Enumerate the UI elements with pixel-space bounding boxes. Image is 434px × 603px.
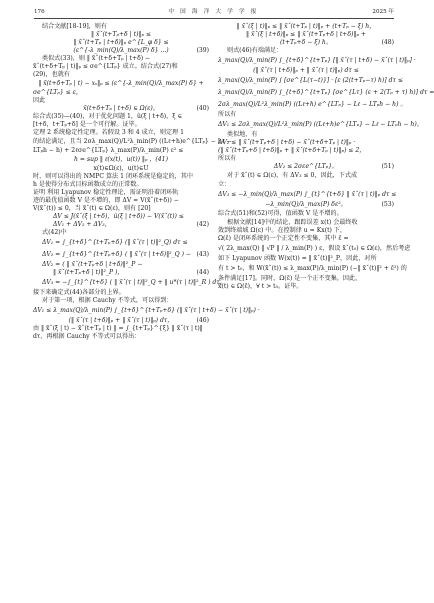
equation-number: (39) (193, 47, 209, 55)
equation-text: ΔV₂ = ( ‖ x̃ˇ(t+Tₚ+δ | t+δ)‖²_P − (42, 261, 143, 268)
equation-number: (46) (193, 317, 209, 325)
equation-text: ΔV₁ = ∫_{t+δ}^{t+Tₚ+δ} (‖ x̃ˇ(τ | t)‖²_Q) dτ ≤ (42, 239, 188, 246)
text-line (33, 97, 209, 105)
paragraph-text: 所以有 (218, 111, 237, 118)
text-line (218, 47, 394, 55)
text-line (218, 209, 394, 219)
equation-text: (‖ x̃ˇ(τ | t+δ)‖ₚ + ‖ x̃ˇ(τ | t)‖ₚ) dτ， (68, 317, 174, 324)
equation-text: ΔV₁ ≤ λ_max(Q)/λ_min(P) ∫_{t+δ}^{t+Tₚ+δ} (‖ x̃ˇ(τ | t+δ) − x̃ˇ(τ | t)‖ₚ) · (33, 307, 260, 314)
equation-text: ΔV₃ = −∫_{t}^{t+δ} ( ‖ x̃ˇ(τ | t)‖²_Q + ‖ u*(τ | t)‖²_R ) dτ。 (42, 279, 226, 286)
equation-text: λ_max(Q)/λ_min(P) ∫_{t+δ}^{t+Tₚ} [‖ x̃ˇ(τ | t+δ) − x̃ˇ(τ | t)‖ₚ] · (218, 57, 416, 64)
text-line (33, 333, 209, 341)
paragraph-text: LTₚh − h) + 2ℓσe^{LTₚ} λ_max(P)/λ_min(P) ε² ≤ (33, 147, 184, 154)
header-rule (34, 18, 394, 19)
page-number: 176 (34, 9, 45, 15)
equation-line (33, 269, 209, 277)
equation-line (218, 55, 416, 67)
equation-line (33, 39, 209, 47)
equation-line (33, 261, 209, 269)
text-line (33, 289, 209, 297)
equation-text: ΔV₁ + ΔV₂ + ΔV₃， (53, 221, 111, 228)
equation-number: (43) (193, 249, 209, 261)
paragraph-text: 对于第一项，根据 Cauchy 不等式，可以得到： (42, 297, 173, 304)
paragraph-text: dτ，再根据 Cauchy 不等式可以得出： (33, 333, 141, 340)
text-line (218, 155, 394, 163)
equation-line (218, 39, 394, 47)
text-line (33, 63, 209, 71)
paragraph-text: 由 ‖ x̃ˇ(ξ | t) − x̃ˇ(t+Tₚ | t) ‖ = ∫_{t+Tₚ}^{ξ} ‖ x̃ˇ(τ | t)‖ (33, 325, 203, 332)
paragraph-text: 根据文献[14]中的结论，跟踪误差 x(t) 会最终收 (227, 219, 358, 226)
equation-line (218, 99, 407, 111)
journal-title: 中 国 海 洋 大 学 学 报 (168, 9, 259, 15)
equation-line (33, 237, 209, 249)
text-line (218, 171, 394, 181)
equation-text: ΔV ≤ J(x̃ˇ(ξ | t+δ)，û(ξ | t+δ)) − V(x̃ˇ(t)) ≤ (53, 213, 184, 220)
equation-number: (42) (193, 221, 209, 229)
text-line (218, 111, 394, 119)
paragraph-text: 有 t > t₀，和 W(x̃ˇ(t)) ≤ λ_max(P)/λ_min(P) (−‖ x̃ˇ(t)‖² + ε̄²) 的 (218, 265, 407, 272)
paragraph-text: 的结论满足，且当 2σλ_max(Q)/L²λ_min(P) ((Lℓ+h)e^{LTₚ} − Lℓ − (33, 138, 232, 145)
equation-line (218, 201, 394, 209)
equation-number: (40) (193, 105, 209, 113)
text-line (218, 227, 394, 235)
equation-number: (51) (378, 163, 394, 171)
paragraph-text: x(t)∈Ω(ε)，u(t)∈U (93, 165, 149, 172)
text-line (33, 113, 209, 121)
paragraph-text: 条件满足[17]。同时，Ω(ε̄) 是一个正不变集，因此， (218, 275, 362, 282)
equation-text: ‖ x̃(t+δ+Tₚ | t) − xₛ‖ₚ ≤ (ε^{-λ_min(Q)/λ_max(P) δ} + (38, 80, 204, 87)
paragraph-text: 敛到终端域 Ω(ε) 中。在控制律 u = Kx(t) 下， (218, 227, 347, 234)
equation-line (33, 47, 209, 55)
equation-text: x̃(t+δ+Tₚ | t+δ) ∈ Ω(ε)。 (83, 105, 159, 112)
text-line (33, 181, 209, 189)
paragraph-text: [t+δ，t+Tₚ+δ] 是一个可行解。证毕。 (33, 121, 141, 128)
text-line (33, 165, 209, 173)
paragraph-text: Ω(ε̄) 是闭环系统的一个正定性不变集，其中 ε̄ = (218, 235, 349, 242)
paragraph-text: 结合文献[18-19]，则有 (42, 23, 107, 30)
equation-text: λ_max(Q)/λ_min(P) ∫ [σe^{L(τ−t)}] · [ε (2(t+Tₚ−τ) h)] dτ ≤ (218, 77, 403, 84)
equation-number: (53) (378, 201, 394, 209)
equation-line (33, 305, 260, 317)
text-line (33, 189, 209, 197)
paragraph-text: h 是使得分布式目标函数成立的正常数。 (33, 181, 143, 188)
text-line (218, 131, 394, 139)
equation-line (33, 213, 209, 221)
paragraph-text: V(x̃ˇ(t)) ≤ 0，当 x̃ˇ(t) ∈ Ω(ε)，则有 [20] (33, 205, 151, 212)
text-line (33, 121, 209, 129)
equation-number: (48) (378, 39, 394, 47)
equation-text: ‖ x̃ˇ(ξ | t+δ)‖ₚ ≤ ‖ x̃ˇ(t+Tₚ+δ | t+δ)‖ₚ + (246, 31, 366, 38)
equation-line (33, 221, 209, 229)
equation-line (33, 31, 209, 39)
running-header (0, 0, 427, 20)
paragraph-text: 类似式(33)，则 ‖ x̃ˇ(t+δ+Tₚ | t+δ) − (42, 55, 151, 62)
equation-line (33, 89, 209, 97)
paragraph-text: 对于 x̃ˇ(t) ∈ Ω(ε)，有 ΔV₃ ≤ 0，因此，下式成 (227, 172, 358, 179)
equation-text: ΔV₂ = ∫_{t+δ}^{t+Tₚ+δ} ( ‖ x̃ˇ(τ | t+δ)‖²_Q ) − (42, 251, 191, 258)
equation-line (218, 139, 394, 147)
equation-text: ΔV₃ ≤ −λ_min(Q)/λ_max(P) ∫_{t}^{t+δ} ‖ x̃ˇ(τ | t)‖ₚ dτ ≤ (218, 191, 397, 198)
publication-year: 2025 年 (372, 9, 394, 15)
equation-line (33, 79, 209, 89)
text-line (33, 71, 209, 79)
paragraph-text: x̃(t) ∈ Ω(ε̄)，∀ t > t₀。证毕。 (218, 283, 303, 290)
paragraph-text: x̃ˇ(t+δ+Tₚ | t)‖ₚ ≤ σe^{LTₚ} 成立。结合式(27)和 (33, 63, 178, 70)
equation-text: σe^{LTₚ} ≤ ε， (33, 89, 83, 96)
text-line (33, 147, 209, 155)
equation-text: ΔV₂ ≤ ‖ x̃ˇ(t+Tₚ+δ | t+δ) − x̃ˇ(t+δ+Tₚ | t)‖ₚ · (218, 139, 356, 146)
text-line (33, 205, 209, 213)
text-line (218, 235, 394, 243)
paragraph-text: 综合式(51)和(52)可得，值函数 V 是不增的。 (218, 210, 343, 217)
equation-text: ‖ x̃ˇ(t+Tₚ+δ | t)‖ₚ ≤ (91, 31, 151, 38)
paragraph-text: 因此 (33, 97, 46, 104)
equation-line (218, 189, 397, 201)
paragraph-text: 接下来确定式(44)各部分的上界。 (33, 289, 125, 296)
text-line (218, 275, 394, 283)
equation-text: (t+Tₚ+δ − ξ) h。 (280, 39, 332, 46)
equation-line (218, 31, 394, 39)
equation-line (218, 87, 434, 99)
equation-line (218, 23, 394, 31)
equation-text: (ε^{-λ_min(Q)/λ_max(P) δ} ...) (73, 47, 169, 54)
paragraph-text: 如下 Lyapunov 函数 W(x(t)) = ‖ x̃ˇ(t)‖²_P，因此，对所 (218, 255, 377, 262)
equation-line (218, 147, 394, 155)
paragraph-text: 式(42)中 (42, 229, 67, 236)
equation-text: −λ_min(Q)/λ_max(P) δε²。 (265, 201, 347, 208)
equation-text: ΔV₁ ≤ 2σλ_max(Q)/L²λ_min(P) ((Lℓ+h)e^{LTₚ} − Lℓ − LTₚh − h)。 (218, 121, 423, 128)
text-line (33, 297, 209, 305)
equation-line (218, 119, 423, 131)
text-line (218, 181, 394, 189)
equation-text: λ_max(Q)/λ_min(P) ∫_{t+δ}^{t+Tₚ} [σe^{Lτ} (ε + 2(Tₚ + τ) h)] dτ = (218, 89, 434, 96)
text-line (218, 243, 411, 255)
paragraph-text: √( 2λ_max(Q) ‖ √P ‖ / λ_min(P) ) ε，假设 x̃ˇ(t₀) ∈ Ω(ε)，然后考虑 (218, 245, 411, 252)
right-column (218, 23, 434, 597)
equation-text: h = sup ‖ ℓ(x(t)，u(t)) ‖ₚ ，(41) (74, 156, 168, 163)
text-line (218, 219, 394, 227)
text-line (218, 283, 394, 291)
text-line (33, 173, 209, 181)
text-line (33, 197, 209, 205)
equation-line (218, 75, 403, 87)
text-line (33, 129, 209, 137)
equation-line (218, 67, 394, 75)
text-line (33, 55, 209, 63)
paragraph-text: 立： (218, 181, 231, 188)
equation-line (33, 317, 209, 325)
equation-line (218, 163, 394, 171)
text-line (218, 263, 407, 275)
equation-text: 2σλ_max(Q)/L²λ_min(P) ((Lℓ+h) e^{LTₚ} − Lℓ − LTₚh − h) 。 (218, 101, 407, 108)
equation-line (33, 105, 209, 113)
paragraph-text: 类似地，有 (227, 131, 258, 138)
equation-line (33, 155, 209, 165)
equation-text: ΔV₂ ≤ 2σεe^{LTₚ}。 (273, 163, 339, 170)
equation-text: (‖ x̃ˇ(τ | t+δ)‖ₚ + ‖ x̃ˇ(τ | t)‖ₚ) dτ ≤ (253, 67, 359, 74)
text-line (33, 137, 232, 147)
paragraph-text: 定理 2 系统稳定性定理。若假设 3 和 4 成立，则定理 1 (33, 129, 184, 136)
text-line (218, 255, 394, 263)
equation-text: (‖ x̃ˇ(t+Tₚ+δ | t+δ)‖ₚ + ‖ x̃ˇ(t+δ+Tₚ | t)‖ₚ) ≤ 2， (218, 147, 366, 154)
paragraph-text: 所以有 (218, 155, 237, 162)
equation-number: (44) (193, 269, 209, 277)
paragraph-text: (29)，也就有 (33, 71, 70, 78)
equation-text: ‖ x̃ˇ(ξ | t)‖ₚ ≤ ‖ x̃ˇ(t+Tₚ | t)‖ₚ + (t+Tₚ − ξ) h， (236, 23, 376, 30)
equation-line (33, 277, 226, 289)
paragraph-text: 迹的最优值函数 V 是不增的，即 ΔV = V(x̃ˇ(t+δ)) − (33, 197, 179, 204)
equation-text: ‖ x̃ˇ(t+Tₚ+δ | t)‖²_P )， (53, 269, 124, 276)
equation-text: ‖ x̃ˇ(t+Tₚ | t+δ)‖ₚ e^{L_φ δ} ≤ (73, 39, 169, 46)
paragraph-text: 综合式(35)—(40)，对于优化问题 1，û(ξ | t+δ)，ξ ∈ (33, 113, 183, 120)
text-line (33, 229, 209, 237)
paragraph-text: 证明 利用 Lyapunov 稳定性理论，需证明沿着闭环轨 (33, 189, 179, 196)
equation-line (33, 249, 209, 261)
text-line (33, 23, 209, 31)
paragraph-text: 时，则可以得出的 NMPC 算法 1 闭环系统是稳定的，其中 (33, 173, 193, 180)
paragraph-text: 则式(46)有端满足： (227, 47, 283, 54)
text-line (33, 325, 209, 333)
